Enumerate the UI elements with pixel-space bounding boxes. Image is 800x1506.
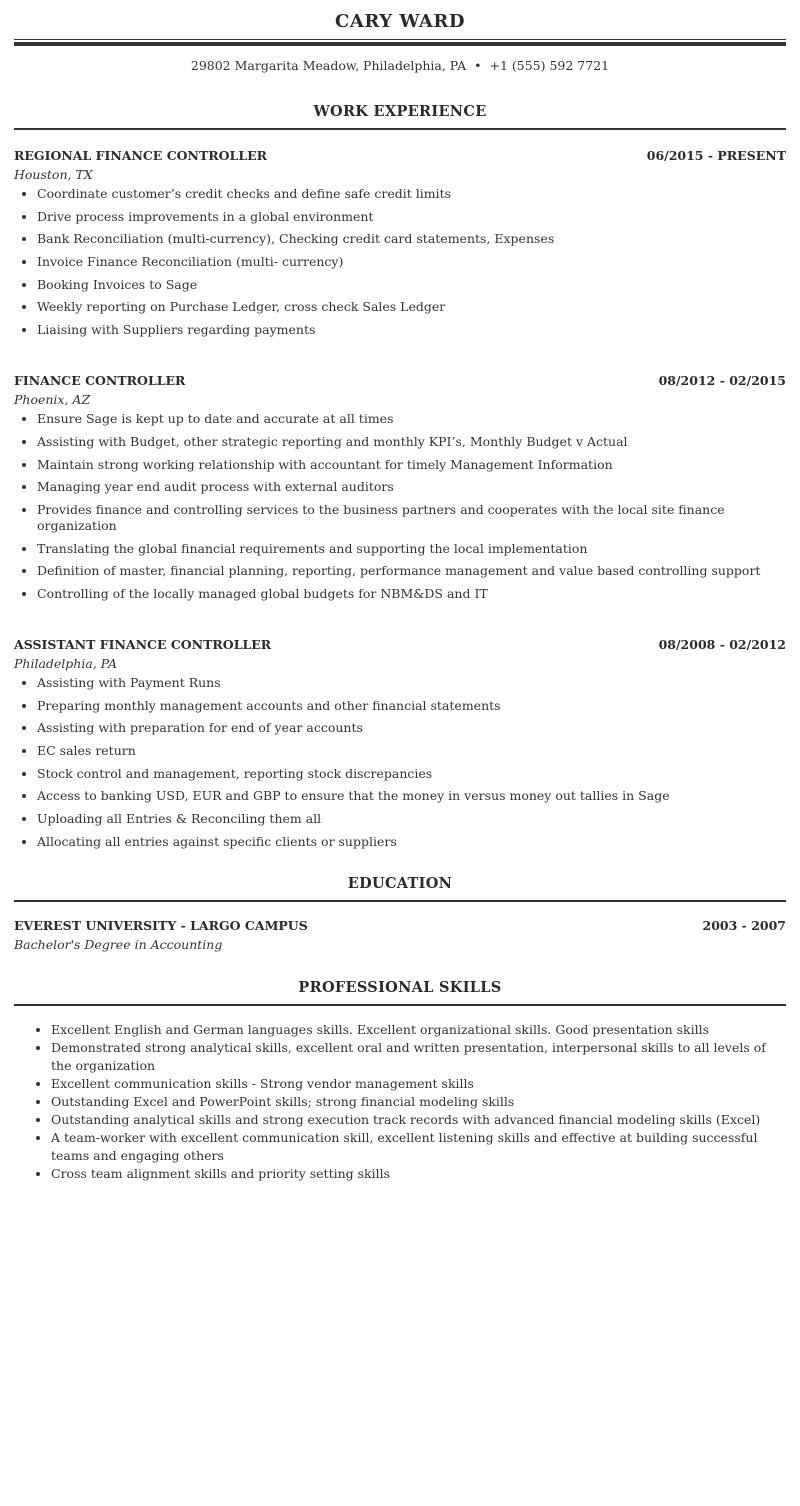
- school-name: EVEREST UNIVERSITY - LARGO CAMPUS: [14, 917, 308, 933]
- list-item: • EC sales return: [37, 743, 786, 759]
- list-item: • Liaising with Suppliers regarding payments: [37, 322, 786, 338]
- education-section: [14, 875, 786, 954]
- job-dates: 08/2008 - 02/2012: [658, 636, 786, 652]
- job-entry: [14, 373, 786, 602]
- job-entry: [14, 637, 786, 850]
- list-item: • Excellent communication skills - Strong vendor management skills: [51, 1075, 786, 1093]
- list-item: • Assisting with Budget, other strategic reporting and monthly KPI’s, Monthly Budget v Actual: [37, 434, 786, 450]
- list-item: • Booking Invoices to Sage: [37, 277, 786, 293]
- list-item: • Preparing monthly management accounts and other financial statements: [37, 698, 786, 714]
- list-item: • Invoice Finance Reconciliation (multi- currency): [37, 254, 786, 270]
- list-item: • Access to banking USD, EUR and GBP to ensure that the money in versus money out tallies in Sage: [37, 788, 786, 804]
- job-location: Houston, TX: [14, 167, 93, 182]
- list-item: • Assisting with Payment Runs: [37, 675, 786, 691]
- education-dates: 2003 - 2007: [702, 917, 786, 933]
- list-item: • Allocating all entries against specific clients or suppliers: [37, 834, 786, 850]
- header-divider-thick: [14, 42, 786, 46]
- work-experience-section: [14, 103, 786, 850]
- duty-list: [14, 186, 786, 338]
- degree: Bachelor's Degree in Accounting: [14, 936, 223, 952]
- list-item: • Provides finance and controlling services to the business partners and cooperates with the local site finance organization: [37, 502, 786, 534]
- job-dates: 06/2015 - PRESENT: [646, 148, 786, 163]
- list-item: • Stock control and management, reporting stock discrepancies: [37, 766, 786, 782]
- skills-section: [14, 979, 786, 1183]
- job-dates: 08/2012 - 02/2015: [658, 373, 786, 389]
- section-divider: [14, 128, 786, 130]
- section-title-education: EDUCATION: [347, 874, 453, 892]
- list-item: • Weekly reporting on Purchase Ledger, cross check Sales Ledger: [37, 299, 786, 315]
- contact-line: [14, 58, 786, 74]
- duty-list: [14, 411, 786, 602]
- header-divider-thin: [14, 39, 786, 40]
- list-item: • Ensure Sage is kept up to date and accurate at all times: [37, 411, 786, 427]
- separator-dot: •: [474, 58, 482, 73]
- list-item: • Cross team alignment skills and priority setting skills: [51, 1165, 786, 1183]
- list-item: • Managing year end audit process with external auditors: [37, 479, 786, 495]
- job-title: ASSISTANT FINANCE CONTROLLER: [14, 636, 272, 652]
- phone: +1 (555) 592 7721: [489, 58, 610, 73]
- list-item: • Translating the global financial requirements and supporting the local implementation: [37, 541, 786, 557]
- list-item: • Excellent English and German languages skills. Excellent organizational skills. Good presentation skills: [51, 1021, 786, 1039]
- address: 29802 Margarita Meadow, Philadelphia, PA: [190, 58, 467, 73]
- duty-list: [14, 675, 786, 850]
- section-divider: [14, 900, 786, 902]
- list-item: • Outstanding Excel and PowerPoint skills; strong financial modeling skills: [51, 1093, 786, 1111]
- resume-page: [14, 0, 786, 1183]
- job-entry: [14, 148, 786, 338]
- list-item: • Drive process improvements in a global environment: [37, 209, 786, 225]
- job-location: Philadelphia, PA: [14, 655, 118, 671]
- job-location: Phoenix, AZ: [14, 392, 91, 408]
- section-title-work: WORK EXPERIENCE: [313, 103, 487, 120]
- list-item: • Maintain strong working relationship with accountant for timely Management Information: [37, 457, 786, 473]
- candidate-name: CARY WARD: [335, 11, 465, 32]
- skills-list: [14, 1021, 786, 1183]
- list-item: • Uploading all Entries & Reconciling them all: [37, 811, 786, 827]
- list-item: • Bank Reconciliation (multi-currency), Checking credit card statements, Expenses: [37, 231, 786, 247]
- job-title: FINANCE CONTROLLER: [14, 373, 186, 389]
- list-item: • A team-worker with excellent communication skill, excellent listening skills and effective at building successful teams and engaging others: [51, 1129, 786, 1165]
- section-divider: [14, 1004, 786, 1006]
- list-item: • Outstanding analytical skills and strong execution track records with advanced financial modeling skills (Excel): [51, 1111, 786, 1129]
- list-item: • Controlling of the locally managed global budgets for NBM&DS and IT: [37, 586, 786, 602]
- list-item: • Coordinate customer’s credit checks and define safe credit limits: [37, 186, 786, 202]
- job-title: REGIONAL FINANCE CONTROLLER: [14, 148, 268, 163]
- section-title-skills: PROFESSIONAL SKILLS: [298, 978, 502, 996]
- list-item: • Assisting with preparation for end of year accounts: [37, 720, 786, 736]
- list-item: • Definition of master, financial planning, reporting, performance management and value based controlling support: [37, 563, 786, 579]
- list-item: • Demonstrated strong analytical skills, excellent oral and written presentation, interpersonal skills to all levels of the organization: [51, 1039, 786, 1075]
